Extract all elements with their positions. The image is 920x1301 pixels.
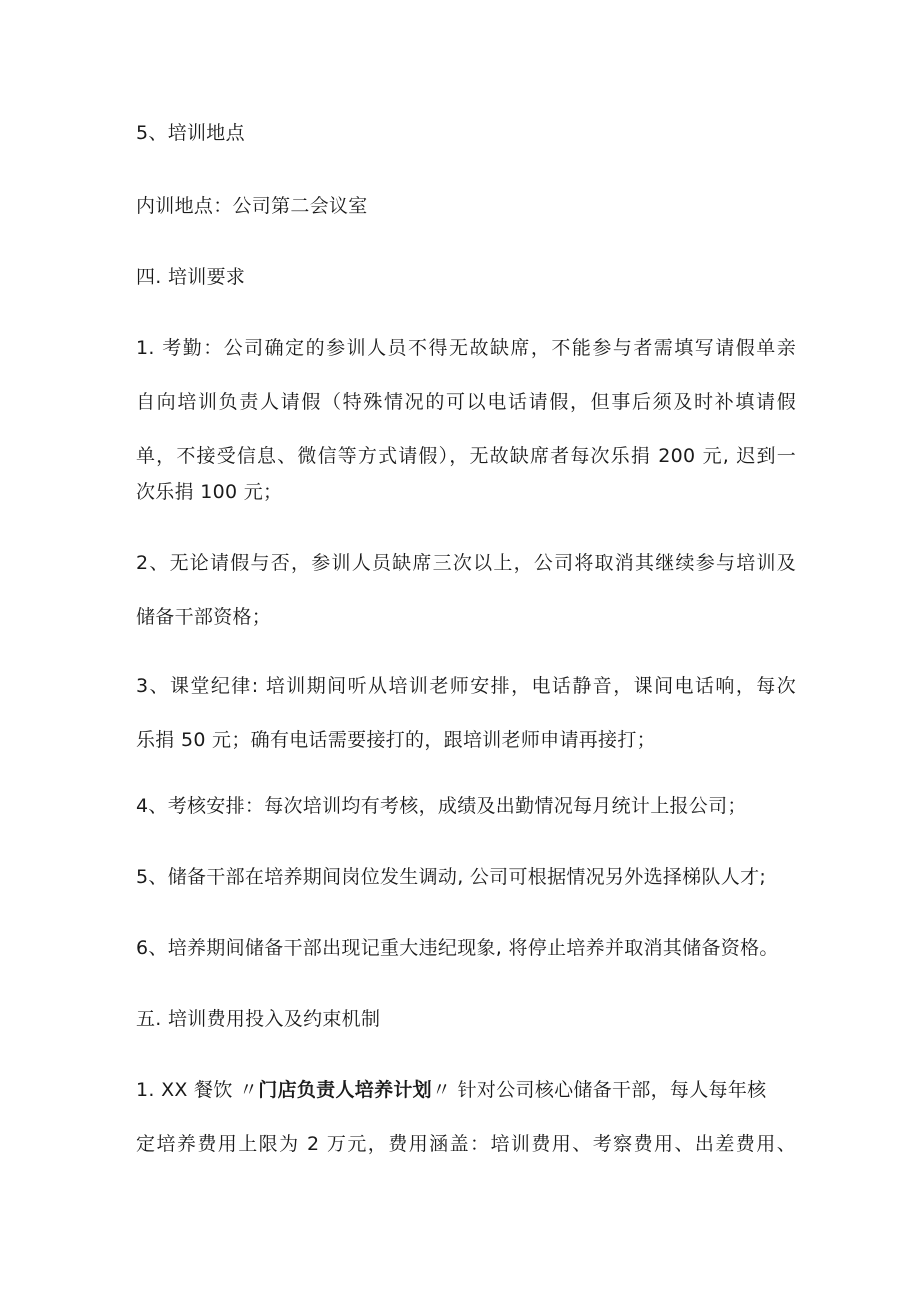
plan-name: 门店负责人培养计划	[258, 1079, 432, 1101]
requirement-1-line-4: 次乐捐 100 元；	[136, 481, 283, 503]
requirement-1-line-1: 1. 考勤：公司确定的参训人员不得无故缺席，不能参与者需填写请假单亲	[136, 337, 796, 359]
requirement-2-line-2: 储备干部资格；	[136, 606, 272, 628]
internal-location: 内训地点：公司第二会议室	[136, 195, 368, 217]
requirement-4: 4、考核安排：每次培训均有考核，成绩及出勤情况每月统计上报公司；	[136, 795, 747, 817]
requirement-1-line-2: 自向培训负责人请假（特殊情况的可以电话请假，但事后须及时补填请假	[136, 391, 796, 413]
section4-heading: 四. 培训要求	[136, 266, 246, 288]
cost-item-1-suffix: 〃 针对公司核心储备干部，每人每年核	[431, 1079, 767, 1101]
section-location-heading: 5、培训地点	[136, 122, 245, 144]
requirement-2-line-1: 2、无论请假与否，参训人员缺席三次以上，公司将取消其继续参与培训及	[136, 552, 796, 574]
requirement-3-line-1: 3、课堂纪律: 培训期间听从培训老师安排，电话静音，课间电话响，每次	[136, 675, 796, 697]
cost-item-1-line-2: 定培养费用上限为 2 万元，费用涵盖：培训费用、考察费用、出差费用、	[136, 1133, 796, 1155]
requirement-1-line-3: 单，不接受信息、微信等方式请假），无故缺席者每次乐捐 200 元, 迟到一	[136, 445, 796, 467]
requirement-5: 5、储备干部在培养期间岗位发生调动, 公司可根据情况另外选择梯队人才;	[136, 866, 767, 888]
requirement-3-line-2: 乐捐 50 元；确有电话需要接打的，跟培训老师申请再接打；	[136, 729, 656, 751]
cost-item-1-prefix: 1. XX 餐饮 〃	[136, 1079, 259, 1101]
cost-item-1-line-1	[136, 1070, 796, 1110]
requirement-6: 6、培养期间储备干部出现记重大违纪现象, 将停止培养并取消其储备资格。	[136, 937, 779, 959]
section5-heading: 五. 培训费用投入及约束机制	[136, 1008, 381, 1030]
